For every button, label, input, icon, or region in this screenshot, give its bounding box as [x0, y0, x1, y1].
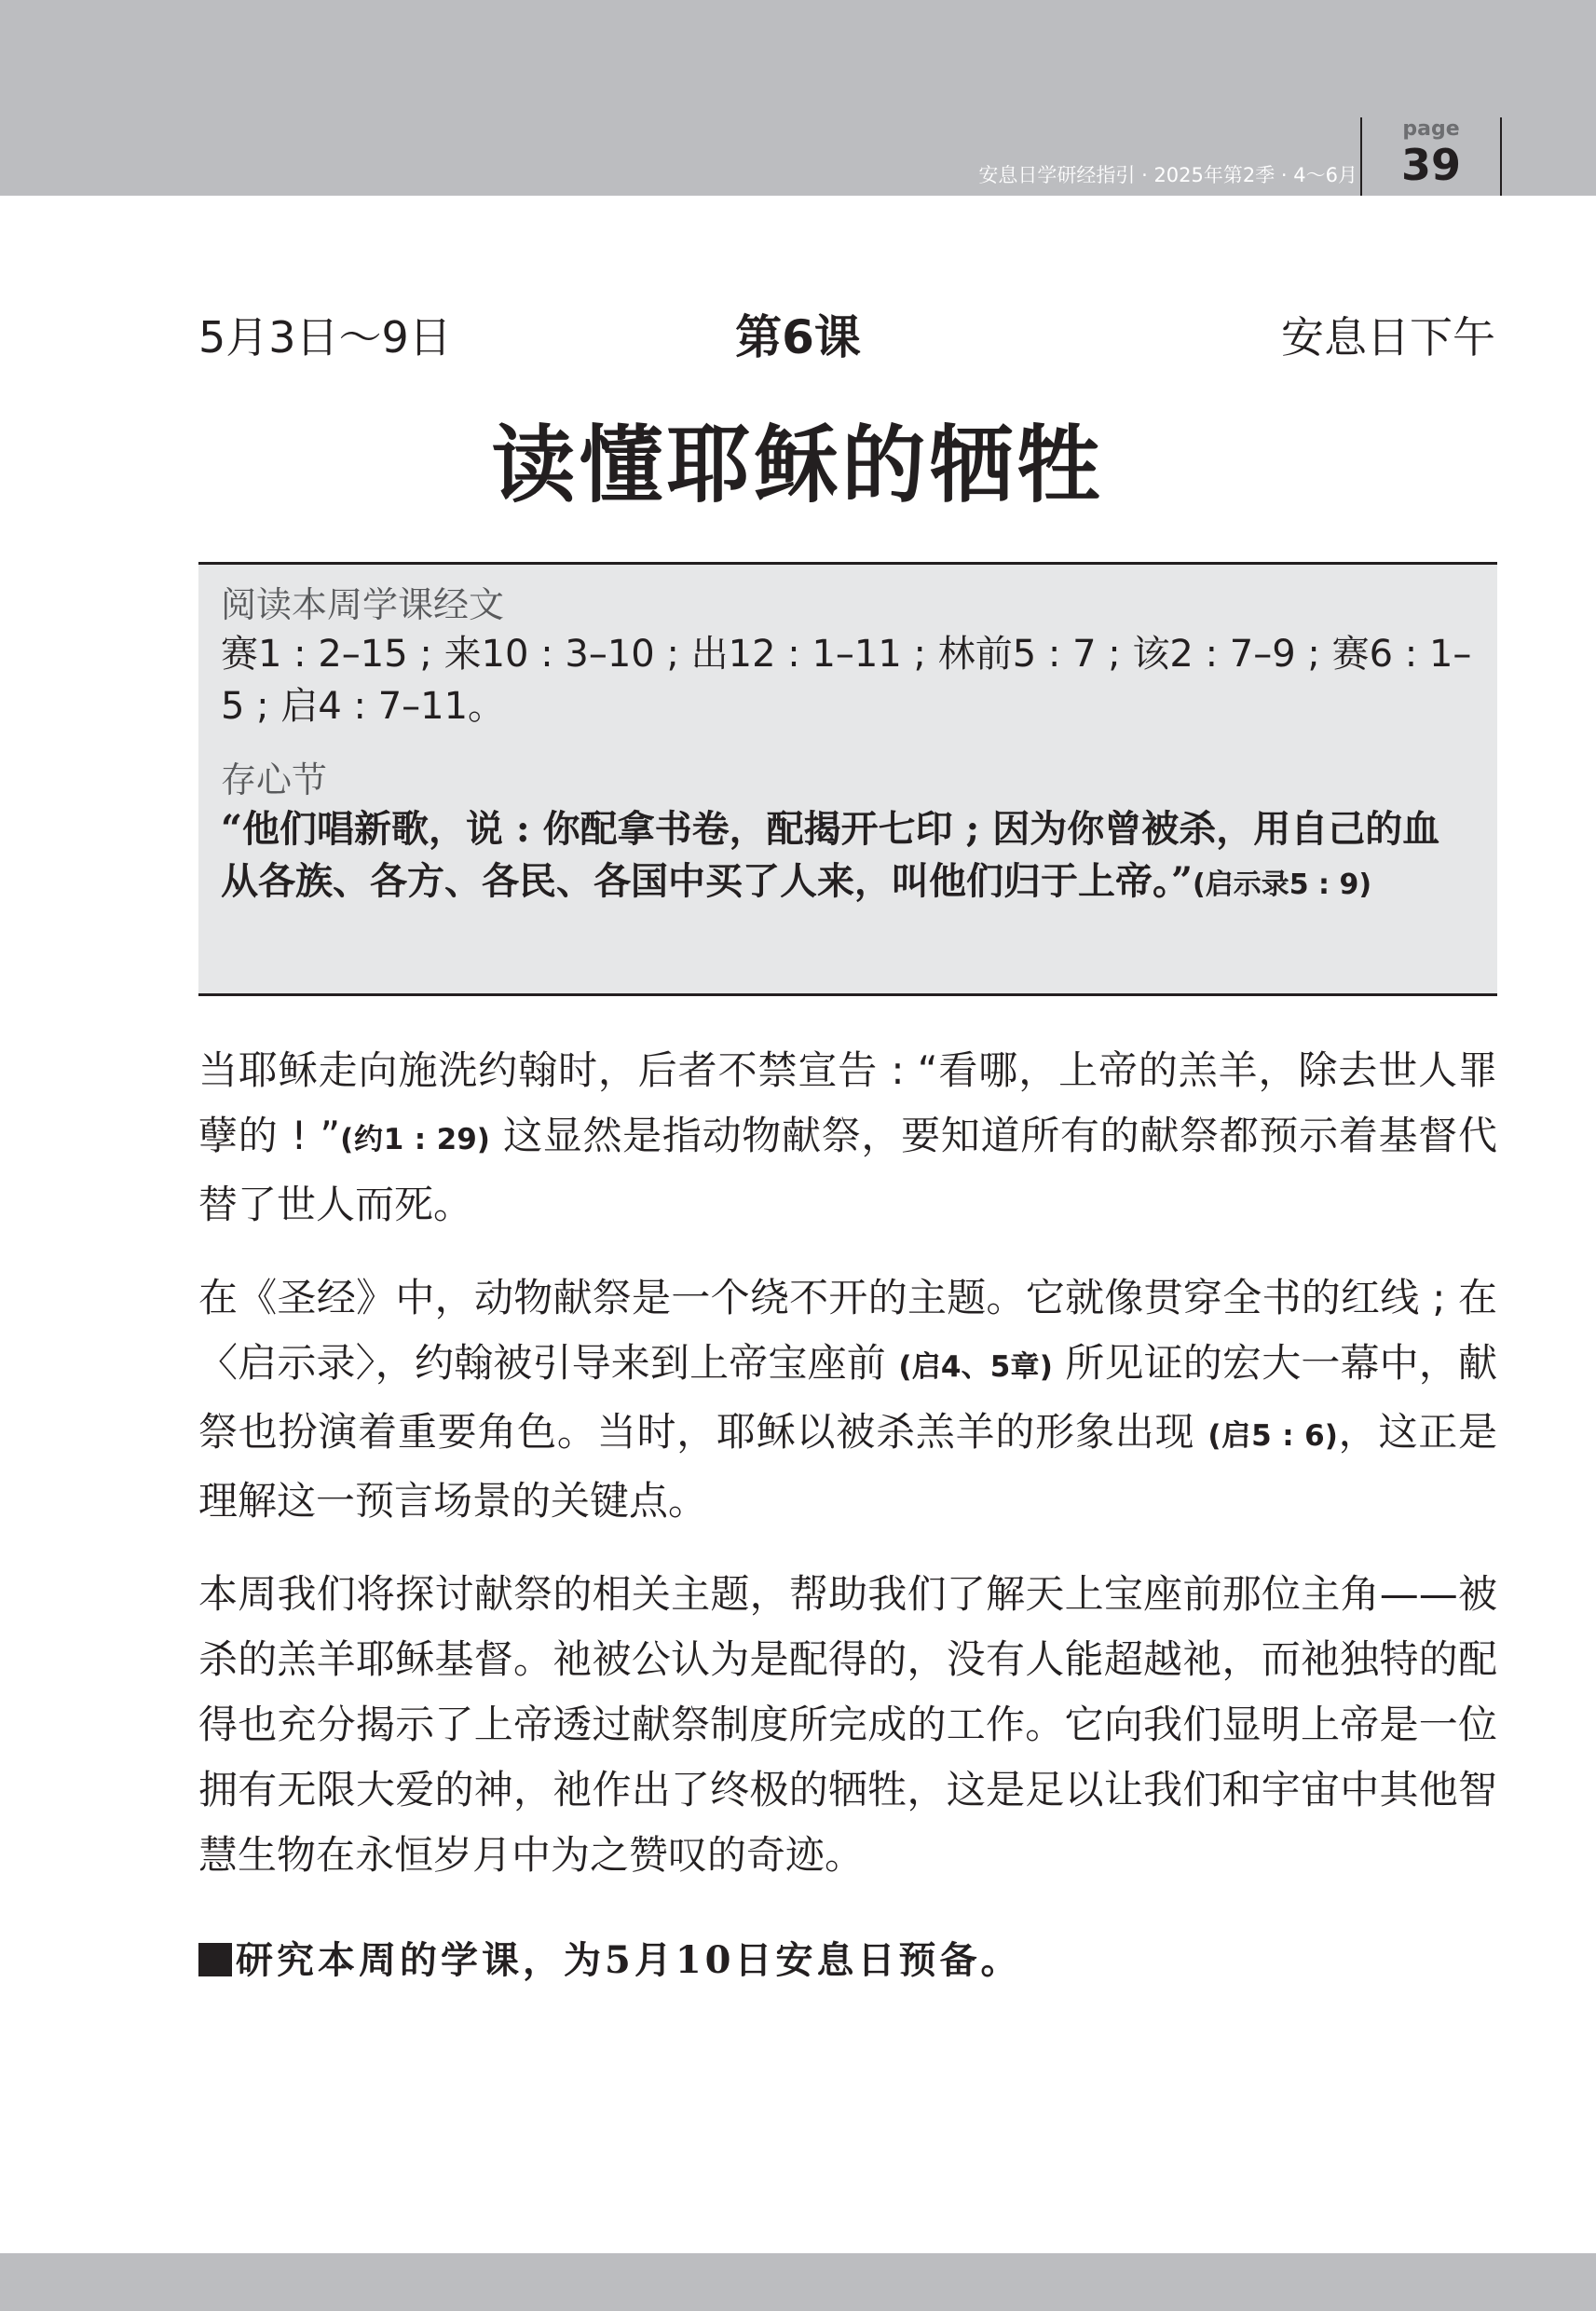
reading-references: 赛1 : 2–15 ; 来10 : 3–10 ; 出12 : 1–11 ; 林前5 : 7 ; 该2 : 7–9 ; 赛6 : 1–5 ; 启4 : 7–11。	[221, 633, 1472, 728]
page-number-box	[1360, 117, 1502, 196]
paragraph-2-reference-2: (启5 : 6)	[1207, 1419, 1338, 1453]
page-label: page	[1402, 117, 1460, 141]
study-note	[198, 1933, 1497, 1989]
paragraph-2-text-a: 在《圣经》中，动物献祭是一个绕不开的主题。它就像贯穿全书的红线 ; 在〈启示录〉，约翰被引导来到上帝宝座前	[198, 1275, 1497, 1386]
paragraph-2	[198, 1265, 1497, 1534]
paragraph-1-reference: (约1 : 29)	[340, 1123, 490, 1156]
paragraph-1-text-b: 这显然是指动物献祭，要知道所有的献祭都预示着基督代替了世人而死。	[198, 1113, 1497, 1227]
footer-band	[0, 2253, 1596, 2311]
scripture-box	[198, 562, 1497, 996]
header-band	[0, 0, 1596, 196]
paragraph-2-text-b: 所见证的宏大一幕中，献祭也扮演着重要角色。当时，耶稣以被杀羔羊的形象出现	[198, 1340, 1497, 1455]
lesson-title: 读懂耶稣的牺牲	[491, 416, 1105, 514]
memory-verse-text: “他们唱新歌，说 : 你配拿书卷，配揭开七印 ; 因为你曾被杀，用自己的血从各族、各方、各民、各国中买了人来，叫他们归于上帝。”	[221, 807, 1440, 903]
reading-heading: 阅读本周学课经文	[221, 584, 505, 625]
black-square-icon	[198, 1943, 232, 1976]
memory-verse	[221, 803, 1475, 911]
running-head: 安息日学研经指引 · 2025年第2季 · 4～6月	[978, 164, 1357, 186]
body-text	[198, 1038, 1497, 1916]
paragraph-1	[198, 1038, 1497, 1238]
page-number: 39	[1400, 140, 1461, 190]
paragraph-2-text-c: ，这正是理解这一预言场景的关键点。	[198, 1409, 1497, 1524]
memory-verse-reference: (启示录5 : 9)	[1193, 868, 1372, 901]
paragraph-1-text-a: 当耶稣走向施洗约翰时，后者不禁宣告 : “看哪，上帝的羔羊，除去世人罪孽的 ! ”	[198, 1047, 1497, 1158]
paragraph-3: 本周我们将探讨献祭的相关主题，帮助我们了解天上宝座前那位主角——被杀的羔羊耶稣基督。祂被公认为是配得的，没有人能超越祂，而祂独特的配得也充分揭示了上帝透过献祭制度所完成的工作。它向我们显明上帝是一位拥有无限大爱的神，祂作出了终极的牺牲，这是足以让我们和宇宙中其他智慧生物在永恒岁月中为之赞叹的奇迹。	[198, 1571, 1497, 1878]
study-note-text: 研究本周的学课，为5月10日安息日预备。	[236, 1938, 1022, 1982]
session-label: 安息日下午	[1281, 312, 1495, 362]
lesson-number: 第6课	[735, 310, 861, 364]
memory-verse-heading: 存心节	[221, 759, 328, 800]
paragraph-2-reference-1: (启4、5章)	[898, 1350, 1053, 1384]
lesson-dates: 5月3日～9日	[198, 312, 452, 362]
